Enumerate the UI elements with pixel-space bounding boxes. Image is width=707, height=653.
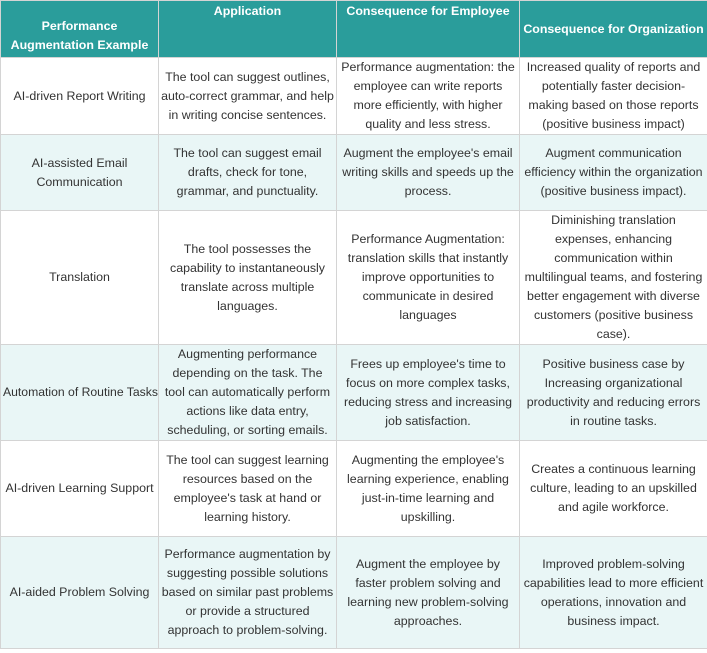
cell-example: AI-driven Learning Support [1,441,159,537]
header-employee: Consequence for Employee [337,1,520,58]
table-row [1,135,707,211]
cell-application: The tool can suggest outlines, auto-correct grammar, and help in writing concise sentences. [159,58,337,135]
cell-example: AI-assisted Email Communication [1,135,159,211]
cell-employee: Augment the employee by faster problem solving and learning new problem-solving approaches. [337,537,520,649]
table-row [1,58,707,135]
cell-application: The tool possesses the capability to instantaneously translate across multiple languages. [159,211,337,345]
cell-organization: Improved problem-solving capabilities lead to more efficient operations, innovation and business impact. [520,537,707,649]
cell-organization: Positive business case by Increasing organizational productivity and reducing errors in routine tasks. [520,345,707,441]
cell-example: Translation [1,211,159,345]
table-row [1,345,707,441]
cell-application: The tool can suggest learning resources based on the employee's task at hand or learning history. [159,441,337,537]
cell-organization: Increased quality of reports and potentially faster decision-making based on those reports (positive business impact) [520,58,707,135]
header-organization: Consequence for Organization [520,1,707,58]
cell-organization: Augment communication efficiency within the organization (positive business impact). [520,135,707,211]
cell-example: AI-aided Problem Solving [1,537,159,649]
cell-employee: Augment the employee's email writing skills and speeds up the process. [337,135,520,211]
cell-employee: Performance Augmentation: translation skills that instantly improve opportunities to communicate in desired languages [337,211,520,345]
cell-organization: Diminishing translation expenses, enhancing communication within multilingual teams, and fostering better engagement with diverse customers (positive business case). [520,211,707,345]
cell-application: Performance augmentation by suggesting possible solutions based on similar past problems or provide a structured approach to problem-solving. [159,537,337,649]
cell-application: Augmenting performance depending on the task. The tool can automatically perform actions like data entry, scheduling, or sorting emails. [159,345,337,441]
cell-example: AI-driven Report Writing [1,58,159,135]
cell-employee: Performance augmentation: the employee can write reports more efficiently, with higher quality and less stress. [337,58,520,135]
table-row [1,211,707,345]
cell-employee: Frees up employee's time to focus on more complex tasks, reducing stress and increasing job satisfaction. [337,345,520,441]
header-application: Application [159,1,337,58]
cell-organization: Creates a continuous learning culture, leading to an upskilled and agile workforce. [520,441,707,537]
cell-application: The tool can suggest email drafts, check for tone, grammar, and punctuality. [159,135,337,211]
header-row [1,1,707,58]
table-row [1,441,707,537]
header-example: Performance Augmentation Example [1,1,159,58]
cell-example: Automation of Routine Tasks [1,345,159,441]
table-row [1,537,707,649]
cell-employee: Augmenting the employee's learning experience, enabling just-in-time learning and upskilling. [337,441,520,537]
